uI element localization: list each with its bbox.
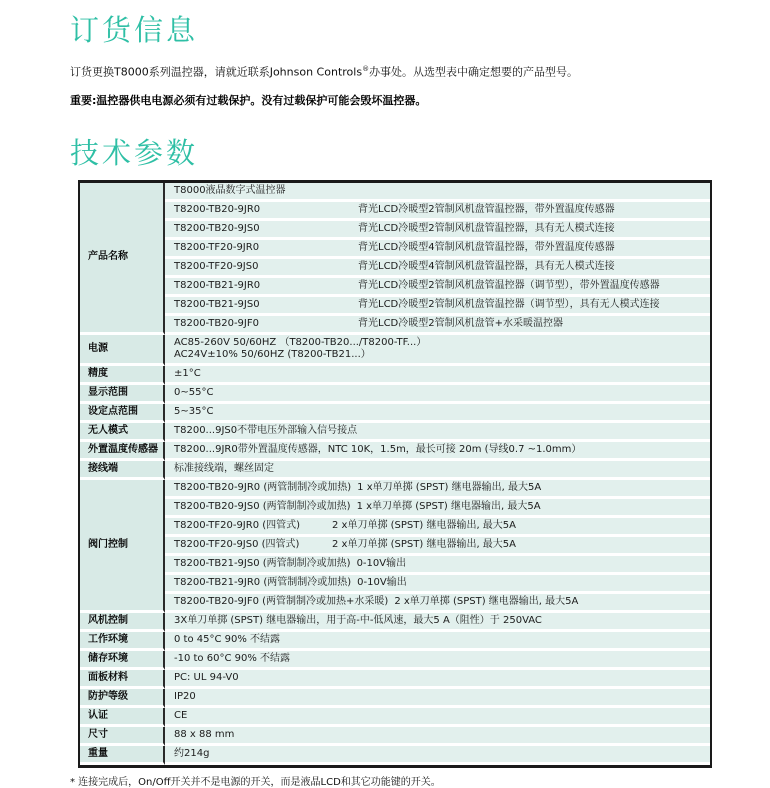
specs-section-title: 技术参数: [70, 135, 199, 170]
table-row: [80, 575, 710, 594]
table-row: [80, 651, 710, 670]
spec-value: [165, 297, 710, 316]
spec-label: 产品名称: [80, 183, 165, 335]
spec-label: 无人模式: [80, 423, 165, 442]
registered-mark: ®: [362, 65, 370, 74]
table-row: [80, 670, 710, 689]
model-description: 2 x单刀单掷 (SPST) 继电器输出, 最大5A: [332, 538, 517, 550]
spec-value: [165, 499, 710, 518]
spec-value: [165, 537, 710, 556]
model-description: 1 x单刀单掷 (SPST) 继电器输出, 最大5A: [356, 500, 541, 512]
model-number: T8200-TB20-9JS0: [174, 222, 260, 234]
table-row: [80, 423, 710, 442]
table-row: [80, 442, 710, 461]
spec-value: [165, 259, 710, 278]
spec-label: 储存环境: [80, 651, 165, 670]
spec-value: [165, 221, 710, 240]
table-row: [80, 335, 710, 366]
footnote: * 连接完成后，On/Off开关并不是电源的开关，而是液晶LCD和其它功能键的开关。: [70, 776, 441, 788]
table-row: [80, 278, 710, 297]
model-number: T8200-TB21-9JS0 (两管制制冷或加热): [174, 557, 351, 569]
spec-label: 认证: [80, 708, 165, 727]
table-row: [80, 404, 710, 423]
spec-value: IP20: [165, 689, 710, 708]
spec-value: AC85-260V 50/60HZ （T8200-TB20.../T8200-TF...） AC24V±10% 50/60HZ (T8200-TB21...）: [165, 335, 710, 366]
model-description: 2 x单刀单掷 (SPST) 继电器输出, 最大5A: [332, 519, 517, 531]
spec-label: 工作环境: [80, 632, 165, 651]
spec-value: 0 to 45°C 90% 不结露: [165, 632, 710, 651]
spec-value: T8200...9JS0不带电压外部输入信号接点: [165, 423, 710, 442]
model-number: T8200-TB21-9JR0 (两管制制冷或加热): [174, 576, 352, 588]
model-number: T8200-TF20-9JR0 (四管式): [174, 519, 301, 531]
ordering-section-title: 订货信息: [70, 13, 199, 47]
table-row: [80, 480, 710, 499]
spec-value: T8000液晶数字式温控器: [165, 183, 710, 202]
ordering-paragraph-text-2: 办事处。从选型表中确定想要的产品型号。: [369, 66, 579, 79]
table-row: [80, 259, 710, 278]
spec-value: -10 to 60°C 90% 不结露: [165, 651, 710, 670]
table-row: [80, 366, 710, 385]
specs-table-body: [80, 183, 710, 765]
table-row: [80, 183, 710, 202]
spec-value: [165, 575, 710, 594]
model-number: T8200-TB20-9JF0: [174, 317, 259, 329]
spec-value: 约214g: [165, 746, 710, 765]
table-row: [80, 556, 710, 575]
table-row: [80, 746, 710, 765]
model-number: T8200-TB20-9JR0: [174, 203, 261, 215]
table-row: [80, 385, 710, 404]
spec-value: ±1°C: [165, 366, 710, 385]
model-description: 背光LCD冷暖型4管制风机盘管温控器，具有无人模式连接: [358, 260, 615, 272]
table-row: [80, 316, 710, 335]
table-row: [80, 708, 710, 727]
spec-label: 精度: [80, 366, 165, 385]
ordering-paragraph-text: 订货更换T8000系列温控器，请就近联系Johnson Controls: [70, 66, 363, 79]
spec-label: 风机控制: [80, 613, 165, 632]
model-number: T8200-TF20-9JS0: [174, 260, 259, 272]
spec-value: 3X单刀单掷 (SPST) 继电器输出，用于高-中-低风速，最大5 A（阻性）于 250VAC: [165, 613, 710, 632]
spec-label: 接线端: [80, 461, 165, 480]
model-number: T8200-TB20-9JS0 (两管制制冷或加热): [174, 500, 351, 512]
table-row: [80, 202, 710, 221]
table-row: [80, 297, 710, 316]
model-description: 背光LCD冷暖型2管制风机盘管温控器（调节型），带外置温度传感器: [358, 279, 660, 291]
model-number: T8200-TB20-9JR0 (两管制制冷或加热): [174, 481, 352, 493]
important-note: 重要:温控器供电电源必须有过载保护。没有过载保护可能会毁坏温控器。: [70, 93, 427, 107]
spec-value: 0~55°C: [165, 385, 710, 404]
spec-label: 尺寸: [80, 727, 165, 746]
model-description: 背光LCD冷暖型4管制风机盘管温控器，带外置温度传感器: [358, 241, 615, 253]
ordering-paragraph: [70, 64, 714, 81]
spec-label: 阀门控制: [80, 480, 165, 613]
spec-value: [165, 480, 710, 499]
table-row: [80, 632, 710, 651]
model-description: 背光LCD冷暖型2管制风机盘管温控器，具有无人模式连接: [358, 222, 615, 234]
spec-label: 防护等级: [80, 689, 165, 708]
model-description: 0-10V输出: [357, 576, 407, 588]
spec-value: [165, 316, 710, 335]
model-number: T8200-TF20-9JR0: [174, 241, 260, 253]
table-row: [80, 221, 710, 240]
table-row: [80, 461, 710, 480]
table-row: [80, 240, 710, 259]
model-description: 背光LCD冷暖型2管制风机盘管温控器（调节型），具有无人模式连接: [358, 298, 660, 310]
spec-value: [165, 594, 710, 613]
table-row: [80, 689, 710, 708]
table-row: [80, 727, 710, 746]
spec-value: [165, 240, 710, 259]
spec-value: [165, 202, 710, 221]
spec-value: T8200...9JR0带外置温度传感器，NTC 10K，1.5m，最长可接 20m (导线0.7 ~1.0mm）: [165, 442, 710, 461]
spec-value: PC: UL 94-V0: [165, 670, 710, 689]
spec-value: CE: [165, 708, 710, 727]
spec-label: 面板材料: [80, 670, 165, 689]
spec-value: [165, 278, 710, 297]
spec-value: 标准接线端，螺丝固定: [165, 461, 710, 480]
table-row: [80, 537, 710, 556]
model-number: T8200-TB21-9JR0: [174, 279, 261, 291]
table-row: [80, 594, 710, 613]
model-number: T8200-TF20-9JS0 (四管式): [174, 538, 300, 550]
table-row: [80, 499, 710, 518]
table-row: [80, 613, 710, 632]
spec-value: 5~35°C: [165, 404, 710, 423]
model-description: 背光LCD冷暖型2管制风机盘管温控器，带外置温度传感器: [358, 203, 615, 215]
spec-value: [165, 518, 710, 537]
specs-table: [78, 180, 712, 768]
model-number: T8200-TB20-9JF0 (两管制制冷或加热+水采暖): [174, 595, 389, 607]
spec-label: 设定点范围: [80, 404, 165, 423]
spec-label: 重量: [80, 746, 165, 765]
spec-value: [165, 556, 710, 575]
spec-value: 88 x 88 mm: [165, 727, 710, 746]
model-description: 1 x单刀单掷 (SPST) 继电器输出, 最大5A: [357, 481, 542, 493]
model-description: 背光LCD冷暖型2管制风机盘管+水采暖温控器: [358, 317, 563, 329]
model-description: 0-10V输出: [356, 557, 407, 569]
spec-label: 外置温度传感器: [80, 442, 165, 461]
spec-label: 显示范围: [80, 385, 165, 404]
model-description: 2 x单刀单掷 (SPST) 继电器输出, 最大5A: [394, 595, 579, 607]
spec-label: 电源: [80, 335, 165, 366]
model-number: T8200-TB21-9JS0: [174, 298, 260, 310]
table-row: [80, 518, 710, 537]
